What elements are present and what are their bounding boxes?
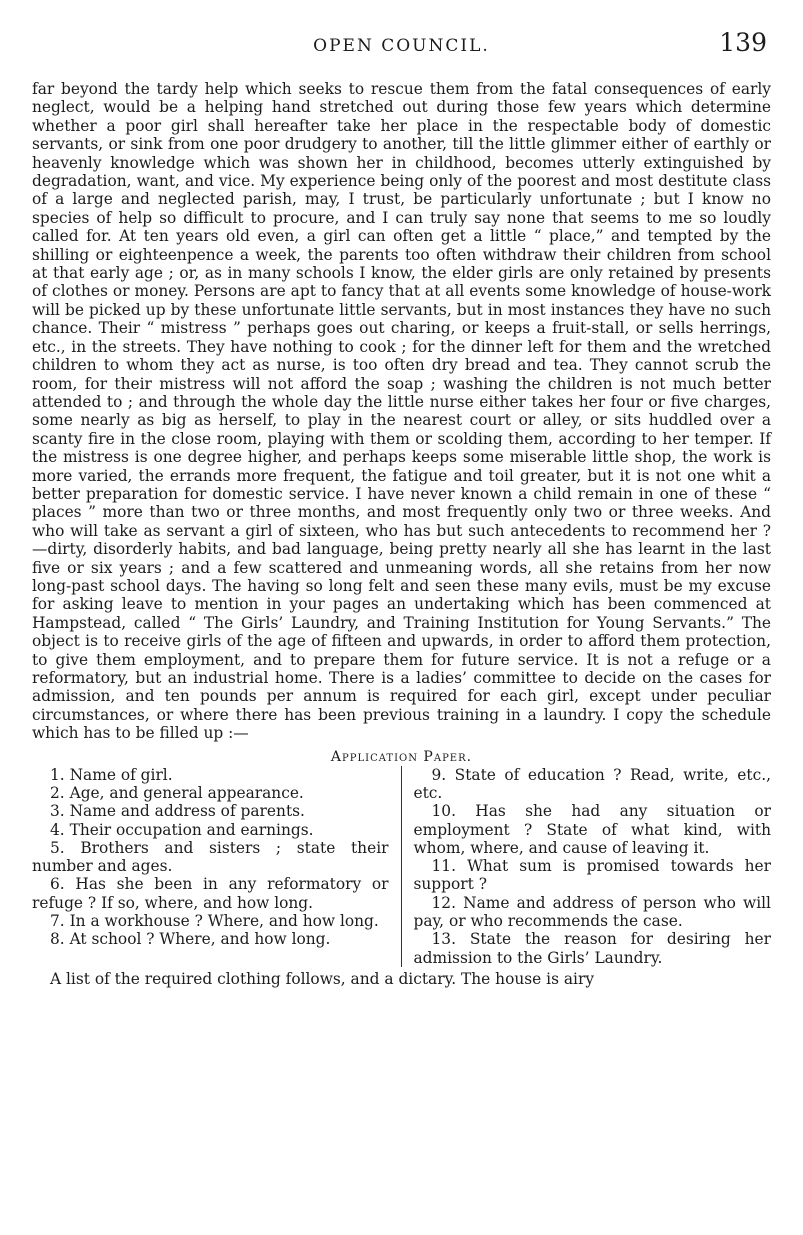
application-item-3: 3. Name and address of parents. [50,802,305,821]
application-right-column [402,766,772,967]
body-paragraph: far beyond the tardy help which seeks to rescue them from the fatal consequences of early neglect, would be a helping hand stretched out during those few years which determine whether a poor girl shall hereafter take her place in the respectable body of domestic servants, or sink from one poor drudgery to another, till the little glimmer either of earthly or heavenly knowledge which was shown her in childhood, becomes utterly extinguished by degradation, want, and vice. My experience being only of the poorest and most destitute class of a large and neglected parish, may, I trust, be particularly unfortunate ; but I know no species of help so difficult to procure, and I can truly say none that seems to me so loudly called for. At ten years old even, a girl can often get a little “ place,” and tempted by the shilling or eighteenpence a week, the parents too often withdraw their children from school at that early age ; or, as in many schools I know, the elder girls are only retained by presents of clothes or money. Persons are apt to fancy that at all events some knowledge of house-work will be picked up by these unfortunate little servants, but in most instances they have no such chance. Their “ mistress ” perhaps goes out charing, or keeps a fruit-stall, or sells herrings, etc., in the streets. They have nothing to cook ; for the dinner left for them and the wretched children to whom they act as nurse, is too often dry bread and tea. They cannot scrub the room, for their mistress will not afford the soap ; washing the children is not much better attended to ; and through the whole day the little nurse either takes her four or five charges, some nearly as big as herself, to play in the nearest court or alley, or sits huddled over a scanty fire in the close room, playing with them or scolding them, according to her temper. If the mistress is one degree higher, and perhaps keeps some miserable little shop, the work is more varied, the errands more frequent, the fatigue and toil greater, but it is not one whit a better preparation for domestic service. I have never known a child remain in one of these “ places ” more than two or three months, and most frequently only two or three weeks. And who will take as servant a girl of sixteen, who has but such antecedents to recommend her ?—dirty, disorderly habits, and bad language, being pretty nearly all she has learnt in the last five or six years ; and a few scattered and unmeaning words, all she retains from her now long-past school days. The having so long felt and seen these many evils, must be my excuse for asking leave to mention in your pages an undertaking which has been commenced at Hampstead, called “ The Girls’ Laundry, and Training Institution for Young Servants.” The object is to receive girls of the age of fifteen and upwards, in order to afford them protection, to give them employment, and to prepare them for future service. It is not a refuge or a reformatory, but an industrial home. There is a ladies’ committee to decide on the cases for admission, and ten pounds per annum is required for each girl, except under peculiar circumstances, or where there has been previous training in a laundry. I copy the schedule which has to be filled up :— [32,80,771,743]
application-item-5: 5. Brothers and sisters ; state their number and ages. [32,838,389,876]
application-left-column [32,766,402,967]
application-item-7: 7. In a workhouse ? Where, and how long. [50,912,379,930]
application-item-6: 6. Has she been in any reformatory or refuge ? If so, where, and how long. [32,875,389,912]
application-columns [32,766,771,967]
application-item-10: 10. Has she had any situation or employment ? State of what kind, with whom, where, and cause of leaving it. [413,802,771,857]
application-item-4: 4. Their occupation and earnings. [50,820,314,839]
body-text [32,80,771,743]
application-item-9: 9. State of education ? Read, write, etc., etc. [413,765,771,802]
application-item-11: 11. What sum is promised towards her support ? [413,857,771,894]
application-item-13: 13. State the reason for desiring her admission to the Girls’ Laundry. [413,930,771,967]
application-paper-heading: Application Paper. [330,748,473,765]
application-item-2: 2. Age, and general appearance. [50,783,304,802]
closing-line: A list of the required clothing follows, and a dictary. The house is airy [50,969,595,988]
application-item-12: 12. Name and address of person who will pay, or who recommends the case. [413,893,771,930]
application-item-8: 8. At school ? Where, and how long. [50,930,331,949]
page-header [32,22,771,80]
application-item-1: 1. Name of girl. [50,765,173,784]
running-title: OPEN COUNCIL. [313,36,490,56]
page-number: 139 [719,28,767,57]
